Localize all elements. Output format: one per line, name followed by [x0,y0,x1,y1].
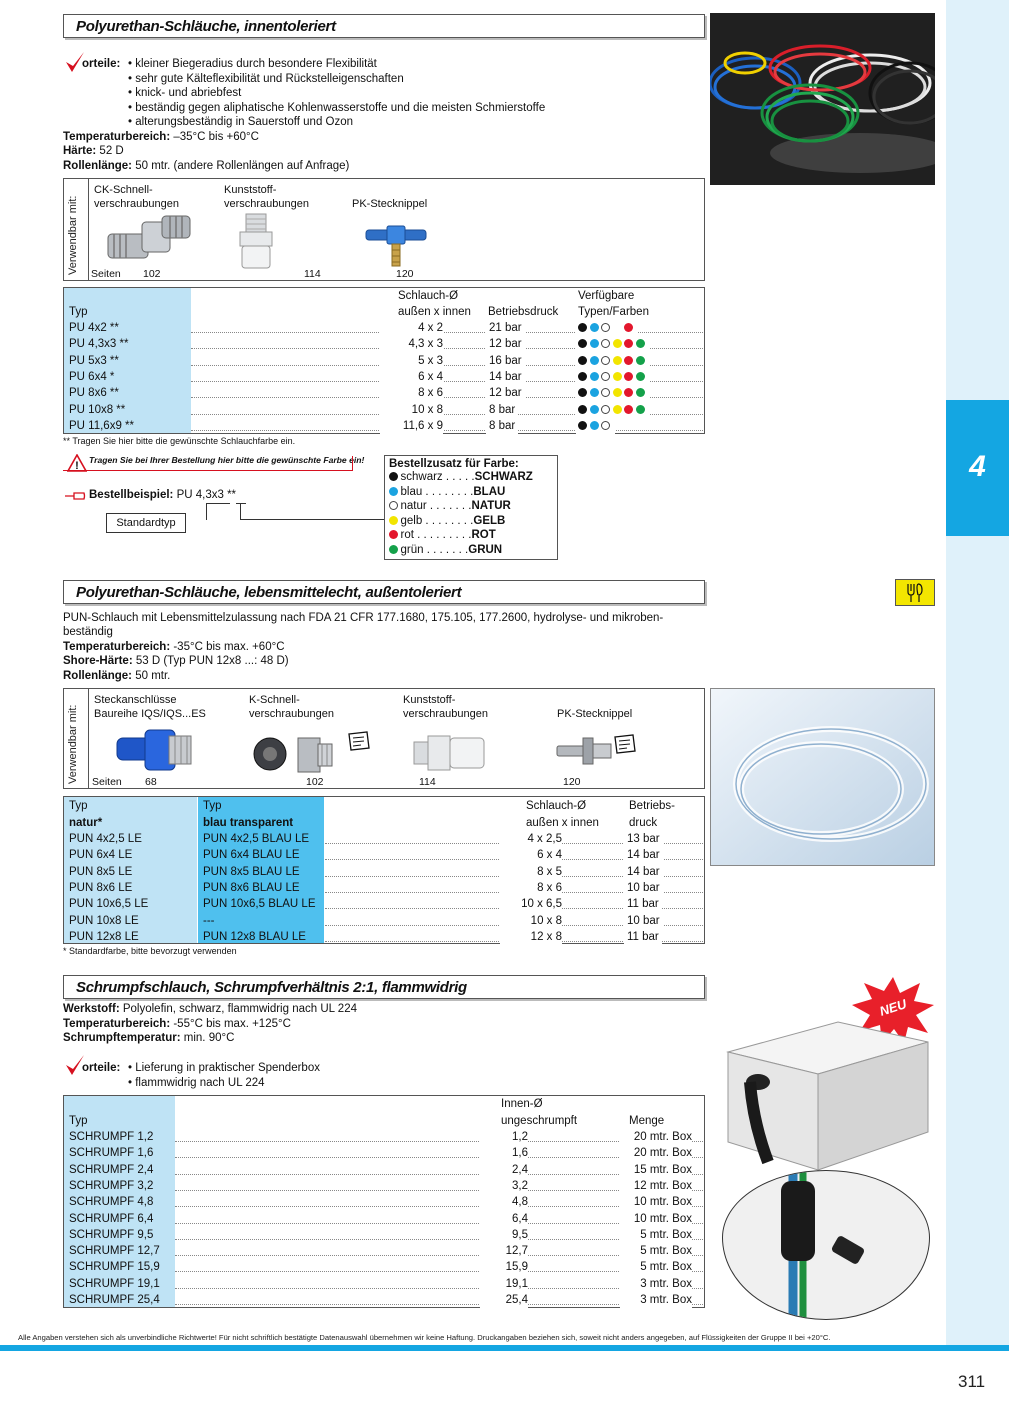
white-color-dot-icon [601,323,610,332]
table-row-diameter: 3,2 [480,1178,528,1194]
s2-desc: beständig [63,626,113,638]
blue-color-dot-icon [590,372,599,381]
warning-connector [243,456,353,470]
table-row-diameter: 10 x 8 [380,402,443,418]
table-row-typ-natur[interactable]: PUN 8x5 LE [69,865,133,878]
table-row-quantity: 3 mtr. Box [620,1292,692,1308]
color-code: BLAU [473,485,506,498]
table-row-diameter: 1,2 [480,1129,528,1145]
s3-shrink-temp: Schrumpftemperatur: min. 90°C [63,1032,235,1044]
table-row-typ[interactable]: SCHRUMPF 15,9 [69,1261,160,1274]
s1-col-press: Betriebsdruck [488,306,559,318]
s3-col-dia: Innen-Ø [501,1098,543,1110]
table-row-typ-blau[interactable]: PUN 8x6 BLAU LE [203,881,300,894]
table-row-diameter: 11,6 x 9 [380,418,443,434]
table-row-quantity: 10 mtr. Box [620,1211,692,1227]
table-row-quantity: 5 mtr. Box [620,1259,692,1275]
yellow-color-dot-icon [613,339,622,348]
s1-page-ref[interactable]: 102 [143,268,161,280]
table-row-diameter: 15,9 [480,1259,528,1275]
s3-bullet: • flammwidrig nach UL 224 [128,1077,265,1089]
s2-product-iqs[interactable]: Steckanschlüsse Baureihe IQS/IQS...ES [94,694,206,720]
white-color-dot-icon [389,501,398,510]
blue-color-dot-icon [590,421,599,430]
blue-color-dot-icon [590,388,599,397]
table-row-diameter: 8 x 6 [380,385,443,401]
s1-usable-label: Verwendbar mit: [67,195,79,275]
table-row-typ-natur[interactable]: PUN 6x4 LE [69,849,133,862]
table-row-colors [576,320,638,336]
order-line [240,519,384,520]
s2-col-press2: druck [629,817,658,829]
new-badge-label: NEU [877,996,909,1019]
table-row-typ-natur[interactable]: PUN 12x8 LE [69,930,139,943]
table-row-typ-blau[interactable]: PUN 8x5 BLAU LE [203,865,300,878]
table-row-typ[interactable]: SCHRUMPF 3,2 [69,1179,154,1192]
table-row-pressure: 10 bar [624,880,663,896]
color-name: gelb . . . . . . . . [400,514,474,527]
table-row-typ[interactable]: SCHRUMPF 1,2 [69,1131,154,1143]
warning-underline [63,470,353,471]
chapter-number: 4 [969,450,986,483]
s2-product-k-schnell[interactable]: K-Schnell- verschraubungen [249,694,335,720]
color-name: blau . . . . . . . . [400,485,474,498]
s2-roll-length: Rollenlänge: 50 mtr. [63,670,171,682]
white-color-dot-icon [601,421,610,430]
yellow-color-dot-icon [613,372,622,381]
s2-col-dia2: außen x innen [526,817,599,829]
red-color-dot-icon [624,323,633,332]
table-row-typ[interactable]: SCHRUMPF 25,4 [69,1294,160,1306]
s1-bullet: • sehr gute Kälteflexibilität und Rückstelleigenschaften [128,73,404,85]
s1-page-ref[interactable]: 120 [396,268,414,280]
plastic-fitting-image [410,728,490,783]
s2-pages-label: Seiten [92,776,122,788]
s1-page-ref[interactable]: 114 [304,268,321,280]
color-code: GELB [473,514,506,527]
shrink-tube-box-photo [718,1012,938,1172]
table-row-quantity: 12 mtr. Box [620,1178,692,1194]
s2-page-ref[interactable]: 68 [145,776,157,788]
food-grade-stamp-icon [613,733,637,758]
svg-text:!: ! [75,460,79,472]
color-code-row [389,543,557,558]
color-code: ROT [471,529,496,542]
table-row-diameter: 10 x 6,5 [500,896,562,912]
red-color-dot-icon [624,339,633,348]
pointing-hand-icon [64,490,86,505]
table-row-typ[interactable]: PU 5x3 ** [69,354,119,367]
s2-page-ref[interactable]: 114 [419,776,436,788]
green-color-dot-icon [636,339,645,348]
table-row-pressure: 14 bar [624,864,663,880]
table-row-colors [576,336,649,352]
pk-nipple-image [555,730,615,777]
s1-bullet: • knick- und abriebfest [128,87,242,99]
table-row-typ[interactable]: SCHRUMPF 6,4 [69,1212,154,1225]
table-row-typ-natur[interactable]: PUN 10x8 LE [69,914,139,927]
table-row-pressure: 12 bar [486,336,525,352]
s1-col-typ: Typ [69,306,88,318]
s1-pages-label: Seiten [91,268,121,280]
yellow-color-dot-icon [613,356,622,365]
s3-bullet: • Lieferung in praktischer Spenderbox [128,1062,320,1074]
table-row-typ[interactable]: SCHRUMPF 9,5 [69,1228,154,1241]
ck-fitting-image [100,212,200,275]
s1-temperature: Temperaturbereich: –35°C bis +60°C [63,131,259,143]
table-row-diameter: 1,6 [480,1145,528,1161]
gap-color-dot-icon [613,323,622,332]
s2-table-note: * Standardfarbe, bitte bevorzugt verwenden [63,946,237,956]
color-code-row [389,499,557,514]
green-color-dot-icon [636,405,645,414]
pk-nipple-image [362,220,432,273]
white-color-dot-icon [601,339,610,348]
table-row-diameter: 25,4 [480,1292,528,1308]
table-row-pressure: 11 bar [624,896,662,912]
table-row-diameter: 4,8 [480,1194,528,1210]
table-row-pressure: 10 bar [624,913,663,929]
iqs-fitting-image [115,724,195,779]
table-row-typ-blau[interactable]: PUN 10x6,5 BLAU LE [203,898,316,911]
table-row-diameter: 2,4 [480,1162,528,1178]
s2-col-press: Betriebs- [629,800,676,812]
table-row-typ[interactable]: SCHRUMPF 19,1 [69,1277,160,1290]
table-row-diameter: 4 x 2 [380,320,443,336]
table-row-diameter: 9,5 [480,1227,528,1243]
s2-page-ref[interactable]: 102 [306,776,324,788]
chapter-tab[interactable] [946,400,1009,536]
table-row-quantity: 3 mtr. Box [620,1276,692,1292]
red-color-dot-icon [624,356,633,365]
s1-col-colors: Verfügbare [578,290,635,302]
blue-color-dot-icon [590,339,599,348]
standard-type-box: Standardtyp [106,513,186,533]
table-row-diameter: 6 x 4 [380,369,443,385]
table-row-pressure: 21 bar [486,320,525,336]
bottom-rule [0,1345,1009,1351]
table-row-typ-blau[interactable]: PUN 6x4 BLAU LE [203,849,300,862]
s2-hardness: Shore-Härte: 53 D (Typ PUN 12x8 ...: 48 D) [63,655,289,667]
s1-roll-length: Rollenlänge: 50 mtr. (andere Rollenlängen auf Anfrage) [63,160,350,172]
red-color-dot-icon [624,372,633,381]
order-example: Bestellbeispiel: PU 4,3x3 ** [89,489,237,501]
section3-title: Schrumpfschlauch, Schrumpfverhältnis 2:1, flammwidrig [63,975,705,999]
section1-title: Polyurethan-Schläuche, innentoleriert [63,14,705,38]
black-color-dot-icon [578,356,587,365]
s2-desc: PUN-Schlauch mit Lebensmittelzulassung nach FDA 21 CFR 177.1680, 175.105, 177.2600, hydrolyse- und mikroben- [63,612,664,624]
transparent-hose-photo [710,688,935,866]
table-row-diameter: 12,7 [480,1243,528,1259]
s3-col-typ: Typ [69,1115,88,1127]
table-row-diameter: 8 x 5 [500,864,562,880]
table-row-pressure: 16 bar [486,353,525,369]
color-code-row [389,528,557,543]
table-row-quantity: 5 mtr. Box [620,1243,692,1259]
yellow-color-dot-icon [613,388,622,397]
s2-usable-label: Verwendbar mit: [67,704,79,784]
color-code-title: Bestellzusatz für Farbe: [389,458,519,470]
table-row-diameter: 10 x 8 [500,913,562,929]
table-row-typ[interactable]: PU 8x6 ** [69,387,119,400]
green-color-dot-icon [636,356,645,365]
green-color-dot-icon [636,388,645,397]
white-color-dot-icon [601,405,610,414]
color-name: natur . . . . . . . [400,500,472,513]
page-number: 311 [958,1372,986,1391]
yellow-color-dot-icon [613,405,622,414]
table-row-colors [576,418,615,434]
table-row-colors [576,353,649,369]
table-row-typ[interactable]: SCHRUMPF 2,4 [69,1163,154,1176]
table-row-diameter: 6 x 4 [500,847,562,863]
s3-col-dia2: ungeschrumpft [501,1115,578,1127]
table-row-diameter: 4 x 2,5 [500,831,562,847]
table-row-typ[interactable]: PU 6x4 * [69,370,115,383]
table-row-typ[interactable]: PU 4,3x3 ** [69,338,129,351]
color-code-row [389,485,557,500]
table-row-diameter: 5 x 3 [380,353,443,369]
row-leader [191,419,703,431]
s1-product-kunststoff[interactable]: Kunststoff- verschraubungen [224,184,310,210]
s1-col-colors2: Typen/Farben [578,306,649,318]
table-row-pressure: 11 bar [624,929,662,945]
s2-col-dia: Schlauch-Ø [526,800,587,812]
table-row-quantity: 20 mtr. Box [620,1145,692,1161]
s1-bullet: • beständig gegen aliphatische Kohlenwasserstoffe und die meisten Schmierstoffe [128,102,546,114]
table-row-diameter: 6,4 [480,1211,528,1227]
white-color-dot-icon [601,388,610,397]
color-code-box [384,455,558,560]
table-row-colors [576,402,649,418]
table-row-pressure: 13 bar [624,831,663,847]
table-row-quantity: 10 mtr. Box [620,1194,692,1210]
s3-col-menge: Menge [629,1115,665,1127]
table-row-typ[interactable]: PU 10x8 ** [69,403,126,416]
table-row-typ-blau[interactable]: --- [203,914,215,927]
blue-color-dot-icon [590,323,599,332]
order-line [206,503,207,520]
color-name: rot . . . . . . . . . [400,529,472,542]
table-row-typ-blau[interactable]: PUN 12x8 BLAU LE [203,930,306,943]
color-code-row [389,514,557,529]
footer-disclaimer: Alle Angaben verstehen sich als unverbindliche Richtwerte! Für nicht schriftlich bestätigte Datenauswahl übernehmen wir keine Haftung. Druckangaben beziehen sich, soweit nicht anders angegeben, auf Flüssigkeiten der Gruppe II bei +20°C. [18,1333,831,1342]
table-row-typ[interactable]: PU 4x2 ** [69,322,119,334]
food-safe-icon [895,579,935,606]
table-row-pressure: 8 bar [486,418,518,434]
black-color-dot-icon [578,405,587,414]
s3-temperature: Temperaturbereich: -55°C bis max. +125°C [63,1018,291,1030]
table-row-colors [576,369,649,385]
s1-bullet: • alterungsbeständig in Sauerstoff und Ozon [128,116,354,128]
s2-col-typ-natur: Typ [69,800,88,812]
table-row-typ[interactable]: PU 11,6x9 ** [69,419,134,432]
table-row-diameter: 4,3 x 3 [380,336,443,352]
green-color-dot-icon [389,545,398,554]
table-row-diameter: 12 x 8 [500,929,562,945]
s2-col-natur: natur* [69,817,103,829]
s1-product-pk[interactable]: PK-Stecknippel [352,198,428,210]
table-row-diameter: 19,1 [480,1276,528,1292]
black-color-dot-icon [389,472,398,481]
white-color-dot-icon [601,356,610,365]
table-row-diameter: 8 x 6 [500,880,562,896]
s3-material: Werkstoff: Polyolefin, schwarz, flammwidrig nach UL 224 [63,1003,357,1015]
table-row-typ[interactable]: SCHRUMPF 4,8 [69,1196,154,1209]
table-row-pressure: 14 bar [486,369,525,385]
blue-color-dot-icon [590,356,599,365]
table-row-pressure: 14 bar [624,847,663,863]
order-line [236,503,246,504]
s1-hardness: Härte: 52 D [63,145,124,157]
plastic-fitting-image [232,212,292,273]
k-fitting-image [250,728,350,783]
vorteile-label: orteile: [82,58,121,70]
red-color-dot-icon [389,530,398,539]
table-row-typ-natur[interactable]: PUN 4x2,5 LE [69,833,142,845]
white-color-dot-icon [601,372,610,381]
black-color-dot-icon [578,372,587,381]
green-color-dot-icon [636,372,645,381]
color-code-row [389,470,557,485]
section2-title: Polyurethan-Schläuche, lebensmittelecht, außentoleriert [63,580,705,604]
s2-page-ref[interactable]: 120 [563,776,581,788]
black-color-dot-icon [578,323,587,332]
color-code: SCHWARZ [474,471,533,483]
black-color-dot-icon [578,339,587,348]
table-row-pressure: 12 bar [486,385,525,401]
s2-temperature: Temperaturbereich: -35°C bis max. +60°C [63,641,285,653]
warning-text: Tragen Sie bei Ihrer Bestellung hier bitte die gewünschte Farbe ein! [89,455,365,465]
s2-col-blau: blau transparent [203,817,294,829]
table-row-quantity: 5 mtr. Box [620,1227,692,1243]
table-row-colors [576,385,649,401]
warning-triangle-icon [67,454,87,475]
table-row-typ[interactable]: SCHRUMPF 1,6 [69,1147,154,1160]
color-name: schwarz . . . . . [400,471,475,483]
table-row-quantity: 20 mtr. Box [620,1129,692,1145]
s2-col-typ-blau: Typ [203,800,222,812]
yellow-color-dot-icon [389,516,398,525]
order-line [240,503,241,520]
table-row-quantity: 15 mtr. Box [620,1162,692,1178]
s1-table-note: ** Tragen Sie hier bitte die gewünschte Schlauchfarbe ein. [63,436,296,446]
chapter-sidebar [946,0,1009,1345]
s2-product-kunststoff[interactable]: Kunststoff- verschraubungen [403,694,489,720]
s2-product-pk[interactable]: PK-Stecknippel [557,708,633,720]
s1-col-dia2: außen x innen [398,306,471,318]
table-row-typ-blau[interactable]: PUN 4x2,5 BLAU LE [203,833,310,845]
table-row-typ[interactable]: SCHRUMPF 12,7 [69,1245,160,1258]
food-grade-stamp-icon [347,730,371,755]
s1-bullet: • kleiner Biegeradius durch besondere Flexibilität [128,58,377,70]
table-row-typ-natur[interactable]: PUN 10x6,5 LE [69,898,149,911]
blue-color-dot-icon [389,487,398,496]
black-color-dot-icon [578,388,587,397]
hose-coils-photo [710,13,935,185]
color-name: grün . . . . . . . [400,543,469,556]
color-code: NATUR [471,500,511,513]
vorteile-label: orteile: [82,1062,121,1074]
table-row-typ-natur[interactable]: PUN 8x6 LE [69,881,133,894]
red-color-dot-icon [624,405,633,414]
s1-product-ck[interactable]: CK-Schnell- verschraubungen [94,184,180,210]
color-code: GRUN [468,543,503,556]
blue-color-dot-icon [590,405,599,414]
s1-col-dia: Schlauch-Ø [398,290,459,302]
black-color-dot-icon [578,421,587,430]
shrink-tube-cable-photo [722,1170,930,1320]
red-color-dot-icon [624,388,633,397]
order-line [206,503,230,504]
table-row-pressure: 8 bar [486,402,518,418]
